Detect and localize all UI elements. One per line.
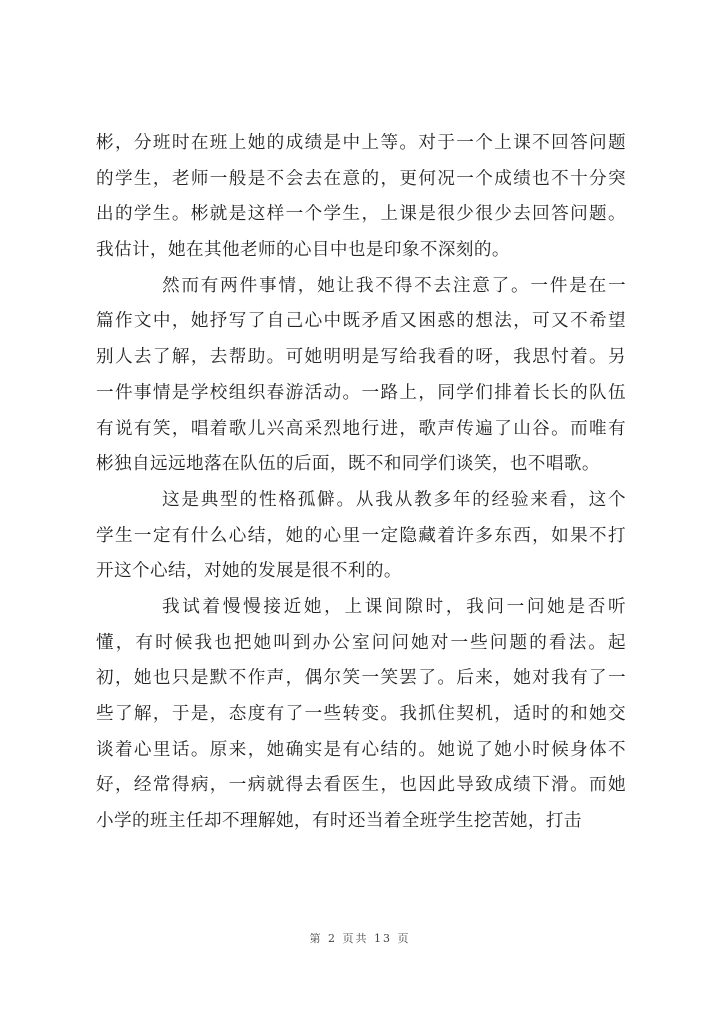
- text-line: 别人去了解，去帮助。可她明明是写给我看的呀，我思忖着。另: [96, 347, 626, 368]
- text-line: 出的学生。彬就是这样一个学生，上课是很少很少去回答问题。: [96, 204, 626, 225]
- page-number: 第 2 页共 13 页: [309, 932, 411, 945]
- text-line: 的学生，老师一般是不会去在意的，更何况一个成绩也不十分突: [96, 168, 626, 189]
- text-line: 些了解，于是，态度有了一些转变。我抓住契机，适时的和她交: [96, 704, 626, 724]
- page-footer: [0, 930, 720, 946]
- text-line: 彬，分班时在班上她的成绩是中上等。对于一个上课不回答问题: [96, 133, 626, 153]
- text-line: 好，经常得病，一病就得去看医生，也因此导致成绩下滑。而她: [96, 775, 626, 796]
- text-line: 我估计，她在其他老师的心目中也是印象不深刻的。: [96, 240, 510, 261]
- text-line: 篇作文中，她抒写了自己心中既矛盾又困惑的想法，可又不希望: [96, 311, 626, 332]
- body-text: [96, 126, 626, 840]
- text-line: 初，她也只是默不作声，偶尔笑一笑罢了。后来，她对我有了一: [96, 668, 626, 689]
- text-line: 开这个心结，对她的发展是很不利的。: [96, 561, 402, 582]
- text-line: 学生一定有什么心结，她的心里一定隐藏着许多东西，如果不打: [96, 525, 626, 546]
- text-line: 然而有两件事情，她让我不得不去注意了。一件是在一: [162, 275, 626, 296]
- text-line: 懂，有时候我也把她叫到办公室问问她对一些问题的看法。起: [96, 632, 626, 653]
- text-line: 我试着慢慢接近她，上课间隙时，我问一问她是否听: [162, 596, 626, 617]
- text-line: 彬独自远远地落在队伍的后面，既不和同学们谈笑，也不唱歌。: [96, 454, 600, 475]
- text-line: 一件事情是学校组织春游活动。一路上，同学们排着长长的队伍: [96, 382, 626, 403]
- text-line: 谈着心里话。原来，她确实是有心结的。她说了她小时候身体不: [96, 739, 626, 760]
- text-line: 这是典型的性格孤僻。从我从教多年的经验来看，这个: [162, 489, 626, 510]
- text-line: 小学的班主任却不理解她，有时还当着全班学生挖苦她，打击: [96, 811, 582, 832]
- text-line: 有说有笑，唱着歌儿兴高采烈地行进，歌声传遍了山谷。而唯有: [96, 418, 626, 439]
